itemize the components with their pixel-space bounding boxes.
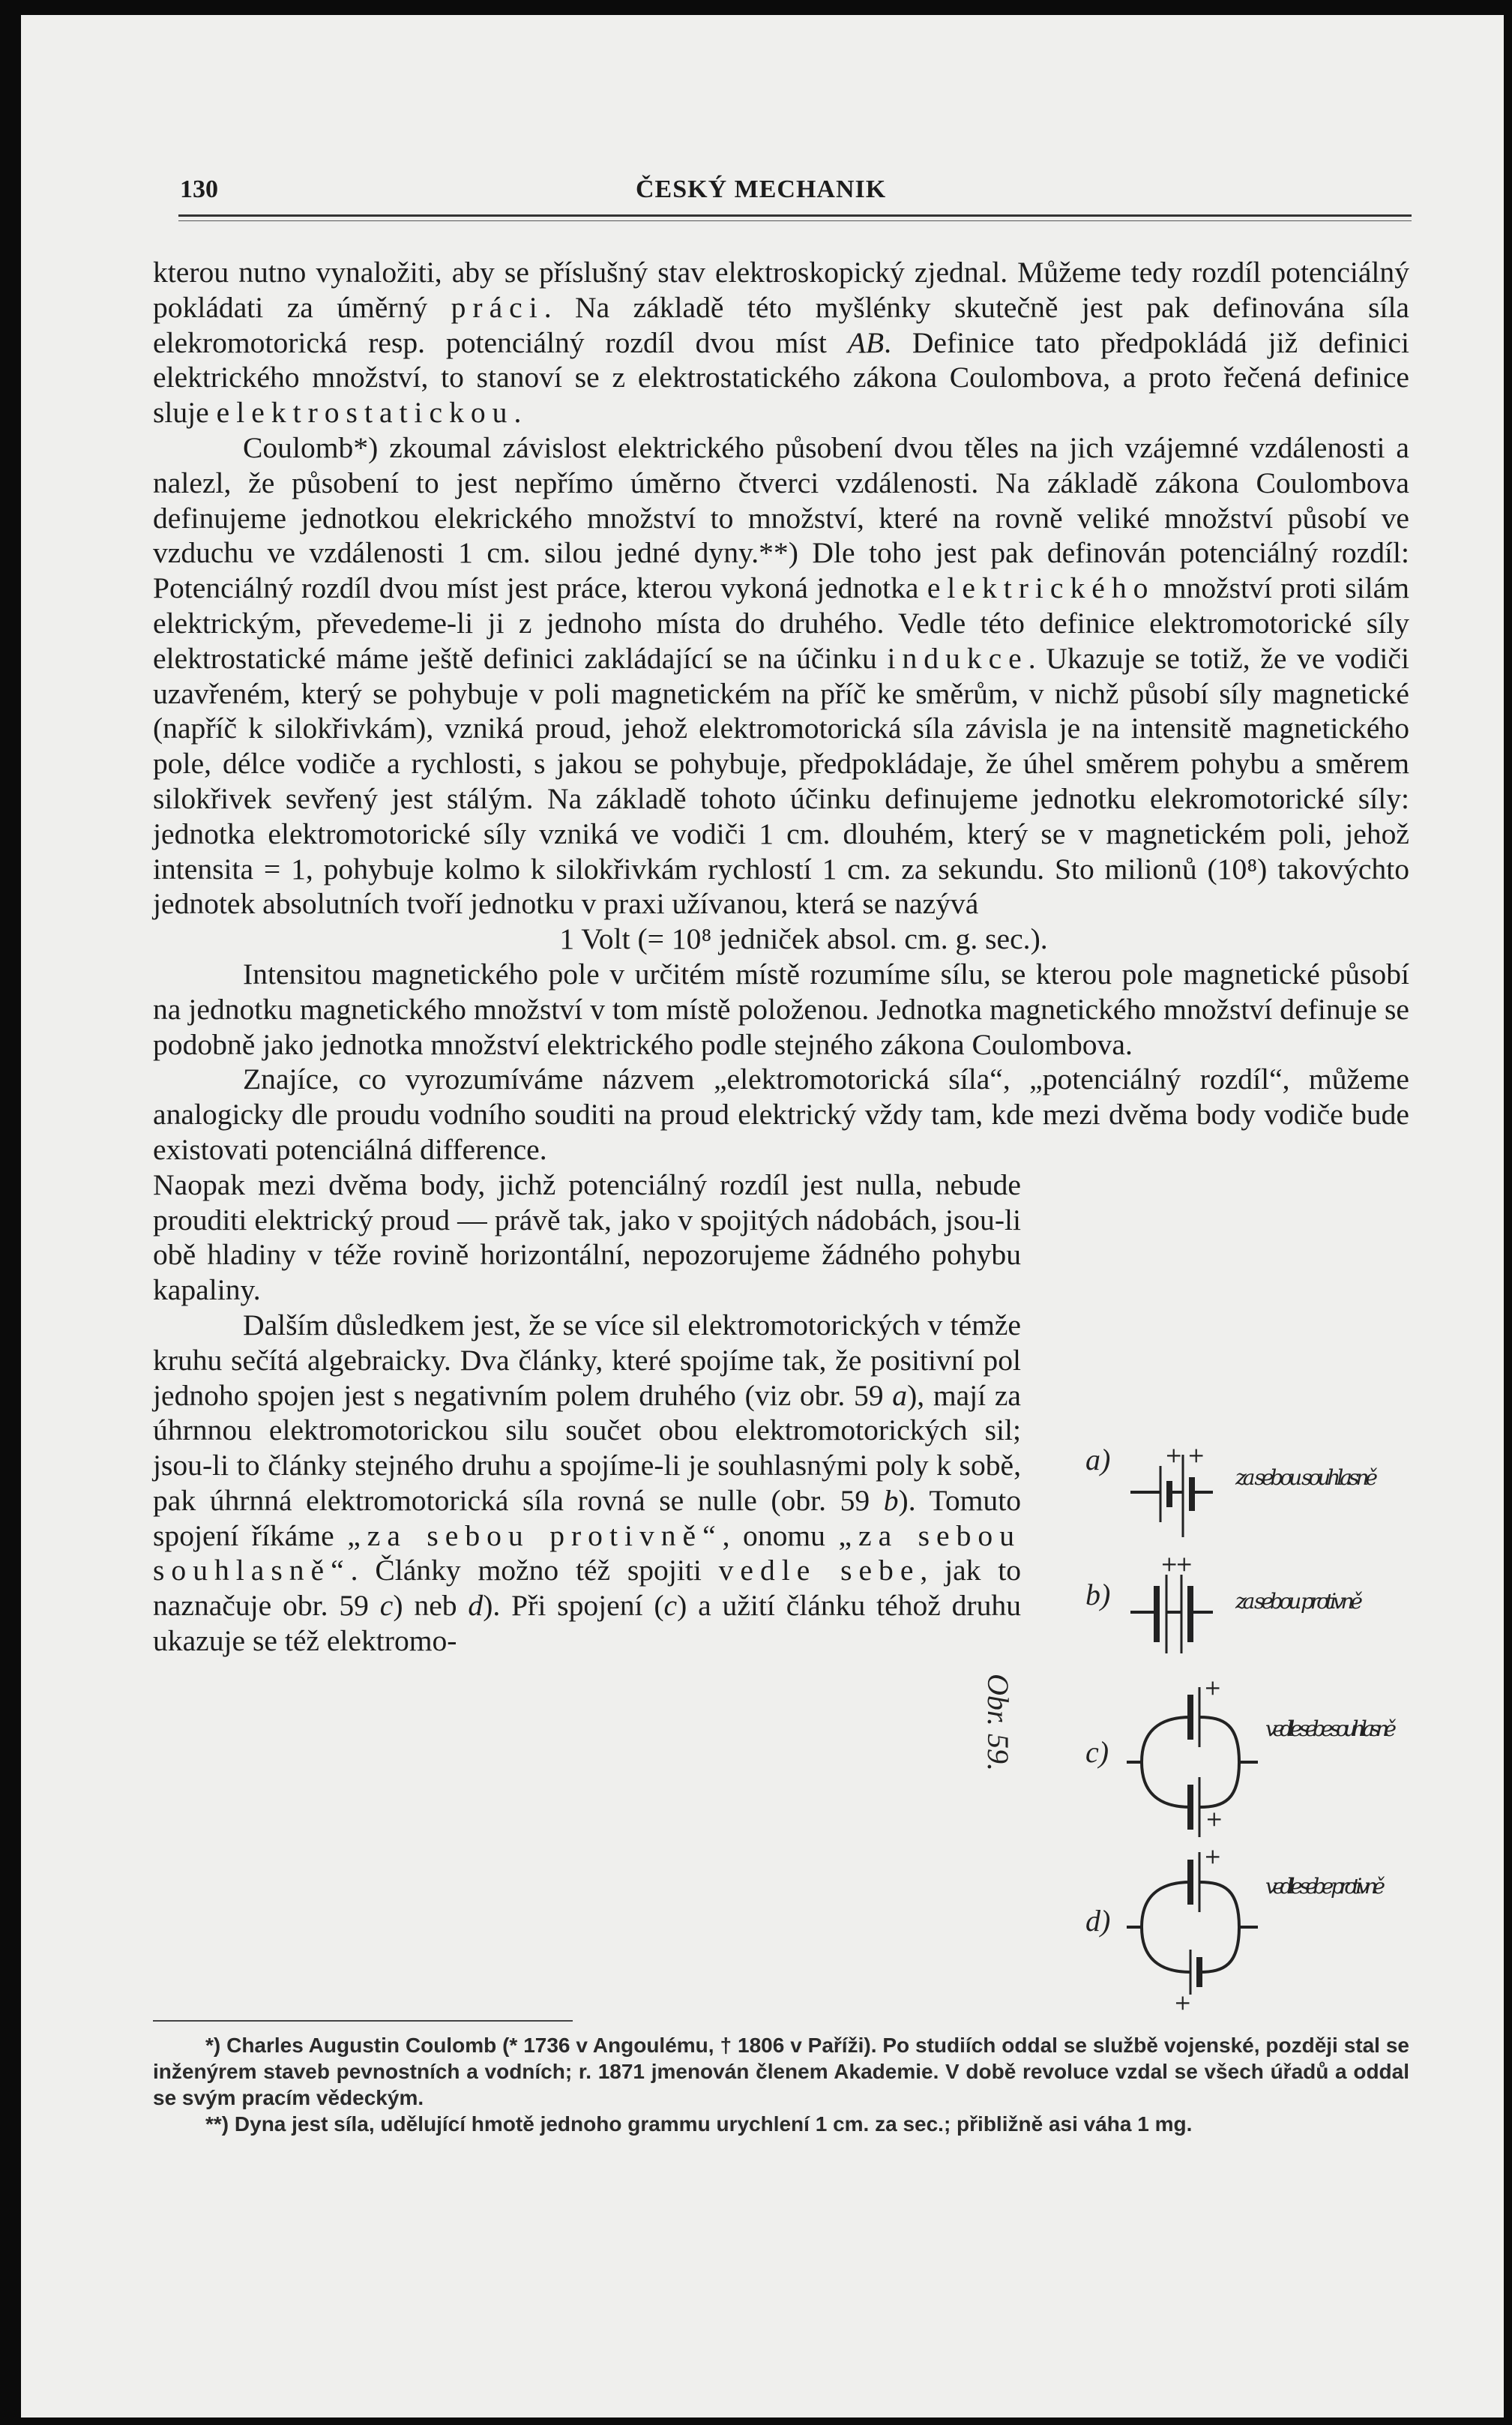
paragraph-3: Intensitou magnetického pole v určitém místě rozumíme sílu, se kterou pole magnetické působí na jednotku magnetického množství v tom místě položenou. Jednotka magnetického množství definuje se podobně jako jednotka množství elektrického podle stejného zákona Coulombova. xyxy=(153,957,1409,1061)
note-c: vedle sebe souhlasně xyxy=(1265,1716,1397,1741)
page-number: 130 xyxy=(180,175,218,203)
svg-text:+: + xyxy=(1174,1990,1192,2015)
paragraph-5: Dalším důsledkem jest, že se více sil elektromotorických v témže kruhu sečítá algebraicky. Dva články, které spojíme tak, že positivní pol jednoho spojen jest s negativním polem druhého (viz obr. 59 a), mají za úhrnnou elektromotorickou silu součet obou elektromotorických sil; jsou-li to články stejného druhu a spojíme-li je souhlasnými poly k sobě, pak úhrnná elektromotorická síla rovná se nulle (obr. 59 b). Tomuto spojení říkáme „za sebou protivně“, onomu „za sebou souhlasně“. Články možno též spojiti vedle sebe, jak to naznačuje obr. 59 c) neb d). Při spojení (c) a užití článku téhož druhu ukazuje se též elektromo- xyxy=(153,1308,1021,1658)
paragraph-4: Znajíce, co vyrozumíváme názvem „elektromotorická síla“, „potenciálný rozdíl“, můžeme analogicky dle proudu vodního souditi na proud elektrický vždy tam, kde mezi dvěma body vodiče bude existovati potenciálná difference. xyxy=(153,1063,1409,1166)
note-b: za sebou protivně xyxy=(1235,1589,1363,1614)
label-a: a) xyxy=(1085,1443,1111,1476)
svg-text:+: + xyxy=(1204,1844,1222,1869)
diagram-c xyxy=(1085,1675,1397,1837)
svg-text:+: + xyxy=(1205,1806,1223,1831)
footnote-1: *) Charles Augustin Coulomb (* 1736 v Angoulému, † 1806 v Paříži). Po studiích oddal se službě vojenské, později stal se inženýrem staveb pevnostních a vodních; r. 1871 jmenován členem Akademie. V době revoluce vzdal se všech úřadů a oddal se svým pracím vědeckým. xyxy=(153,2034,1409,2109)
label-d: d) xyxy=(1085,1904,1111,1938)
text-column xyxy=(153,1168,1021,1659)
diagram-a xyxy=(1085,1443,1378,1537)
footnotes xyxy=(153,2032,1409,2137)
paragraph-1: kterou nutno vynaložiti, aby se příslušný stav elektroskopický zjednal. Můžeme tedy rozdíl potenciálný pokládati za úměrný práci. Na základě této myšlénky skutečně jest pak definována síla elekromotorická resp. potenciálný rozdíl dvou míst AB. Definice tato předpokládá již definici elektrického množství, to stanoví se z elektrostatického zákona Coulombova, a proto řečená definice sluje elektrostatickou. xyxy=(153,256,1410,430)
page-header xyxy=(21,175,1504,205)
header-rule xyxy=(178,214,1412,217)
header-rule-thin xyxy=(178,220,1412,221)
diagram-d xyxy=(1085,1844,1385,2015)
label-c: c) xyxy=(1085,1735,1109,1769)
plus-sign: + xyxy=(1165,1443,1183,1467)
svg-text:+: + xyxy=(1175,1551,1193,1576)
diagram-b xyxy=(1085,1551,1363,1653)
paragraph-2: Coulomb*) zkoumal závislost elektrického působení dvou těles na jich vzájemné vzdálenosti a nalezl, že působení to jest nepřímo úměrno čtverci vzdálenosti. Na základě zákona Coulombova definujeme jednotkou elekrického množství to množství, které na rovně veliké množství působí ve vzduchu ve vzdálenosti 1 cm. silou jedné dyny.**) Dle toho jest pak definován potenciálný rozdíl: Potenciálný rozdíl dvou míst jest práce, kterou vykoná jednotka elektrického množství proti silám elektrickým, převedeme-li ji z jednoho místa do druhého. Vedle této definice elektromotorické síly elektrostatické máme ještě definici zakládající se na účinku indukce. Ukazuje se totiž, že ve vodiči uzavřeném, který se pohybuje v poli magnetickém na příč ke směrům, v nichž působí síly magnetické (napříč k silokřivkám), vzniká proud, jehož elektromotorická síla závisla je na intensitě magnetického pole, délce vodiče a rychlosti, s jakou se pohybuje, předpokládaje, že úhel směrem pohybu a směrem silokřivek sevřený jest stálým. Na základě tohoto účinku definujeme jednotku elekromotorické síly: jednotka elektromotorické síly vzniká ve vodiči 1 cm. dlouhém, který se v magnetickém poli, jehož intensita = 1, pohybuje kolmo k silokřivkám rychlostí 1 cm. za sekundu. Sto milionů (10⁸) takovýchto jednotek absolutních tvoří jednotku v praxi užívanou, která se nazývá xyxy=(153,430,1409,921)
figure-caption: Obr. 59. xyxy=(981,1674,1015,1772)
footnote-2: **) Dyna jest síla, udělující hmotě jednoho grammu urychlení 1 cm. za sec.; přibližně asi váha 1 mg. xyxy=(205,2112,1193,2136)
paragraph-4b: Naopak mezi dvěma body, jichž potenciálný rozdíl jest nulla, nebude prouditi elektrický proud — právě tak, jako v spojitých nádobách, jsou-li obě hladiny v téže rovině horizontální, nepozorujeme žádného pohybu kapaliny. xyxy=(153,1168,1021,1307)
svg-text:+: + xyxy=(1204,1675,1222,1700)
label-b: b) xyxy=(1085,1578,1111,1611)
svg-text:+: + xyxy=(1187,1443,1205,1467)
svg-text:+: + xyxy=(1160,1551,1178,1576)
note-a: za sebou souhlasně xyxy=(1235,1465,1378,1490)
footnote-rule xyxy=(153,2020,573,2022)
page xyxy=(21,15,1504,2418)
figure-59 xyxy=(981,1440,1400,2040)
note-d: vedle sebe protivně xyxy=(1265,1874,1385,1899)
running-head: ČESKÝ MECHANIK xyxy=(636,175,887,203)
volt-formula: 1 Volt (= 10⁸ jedniček absol. cm. g. sec.). xyxy=(559,922,1048,956)
